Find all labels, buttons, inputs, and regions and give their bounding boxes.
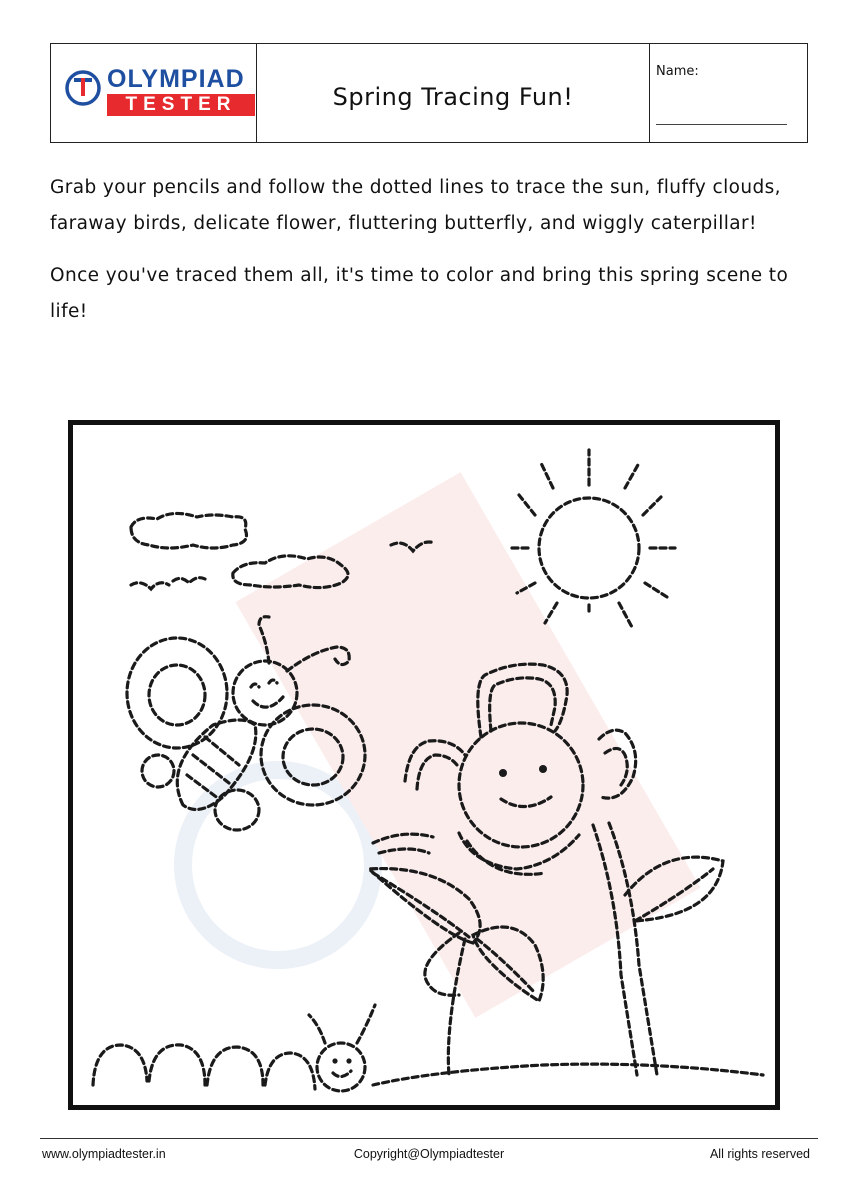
instruction-paragraph-1: Grab your pencils and follow the dotted lines to trace the sun, fluffy clouds, faraway birds, delicate flower, fluttering butterfly, and wiggly caterpillar! (50, 177, 781, 234)
logo-cell (51, 44, 257, 142)
worksheet-header (50, 43, 808, 143)
olympiad-tester-logo (63, 62, 253, 122)
logo-word-tester: TESTER (107, 94, 255, 116)
footer-copyright: Copyright@Olympiadtester (353, 1147, 505, 1161)
tracing-picture (68, 420, 780, 1110)
logo-word-olympiad: OLYMPIAD (107, 65, 245, 93)
footer-website: www.olympiadtester.in (42, 1147, 166, 1161)
logo-t-icon (63, 68, 103, 108)
worksheet-title: Spring Tracing Fun! (332, 83, 574, 111)
name-label: Name: (656, 64, 699, 79)
ground-line (373, 1064, 763, 1085)
footer-divider (40, 1138, 818, 1139)
caterpillar-drawing (93, 1005, 375, 1091)
instruction-paragraph-2: Once you've traced them all, it's time to color and bring this spring scene to life! (50, 265, 789, 322)
name-cell (650, 44, 807, 142)
footer-rights: All rights reserved (709, 1147, 810, 1161)
instructions (50, 170, 810, 346)
name-write-line[interactable] (656, 124, 787, 125)
title-cell (257, 44, 650, 142)
